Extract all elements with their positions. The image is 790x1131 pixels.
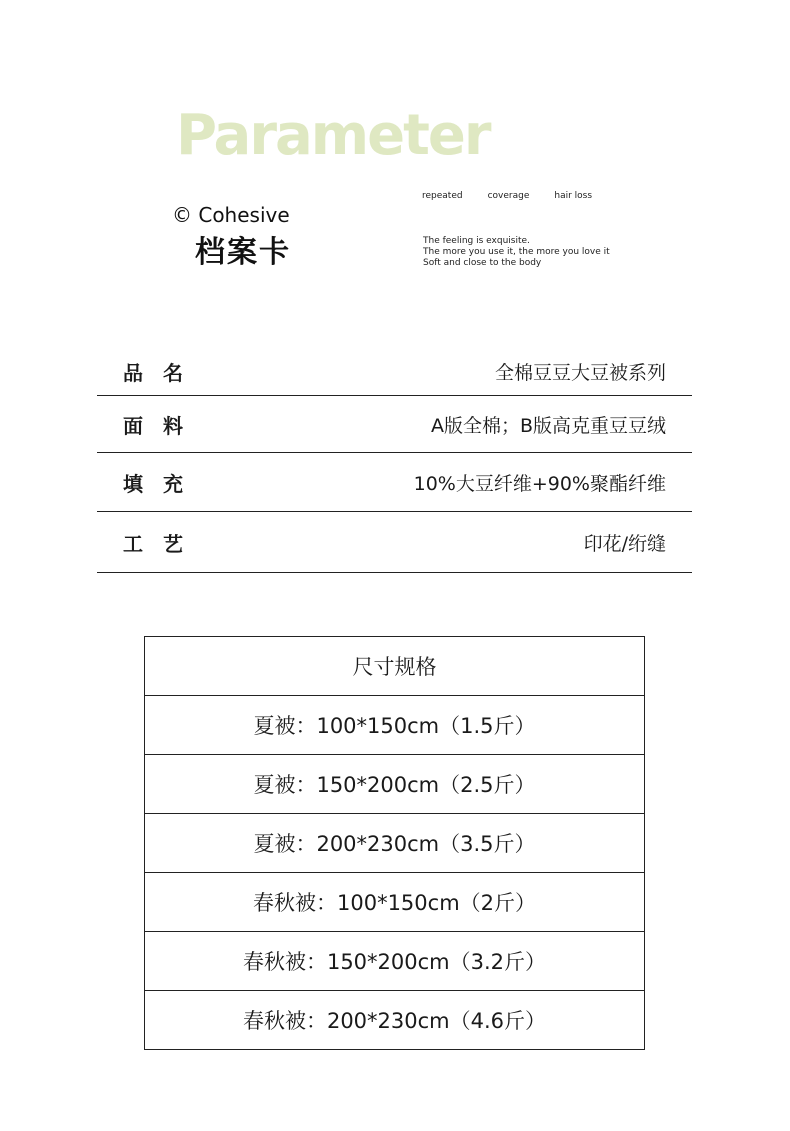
tag-item: hair loss (554, 191, 593, 201)
size-table-row: 春秋被：150*200cm（3.2斤） (145, 932, 644, 991)
param-label: 填充 (123, 471, 203, 496)
param-value: 全棉豆豆大豆被系列 (494, 361, 666, 384)
tag-item: coverage (487, 191, 530, 201)
param-row-craft (97, 512, 692, 573)
param-label: 面料 (123, 413, 203, 438)
size-table-row: 夏被：200*230cm（3.5斤） (145, 814, 644, 873)
size-table-row: 春秋被：200*230cm（4.6斤） (242, 1009, 547, 1033)
page-subtitle: 档案卡 (195, 235, 291, 270)
param-value: 印花/绗缝 (583, 532, 666, 555)
tagline-line: The feeling is exquisite. (423, 236, 530, 246)
size-table-row: 夏被：100*150cm（1.5斤） (145, 696, 644, 755)
size-table-row: 春秋被：100*150cm（2斤） (145, 873, 644, 932)
tagline (423, 236, 610, 269)
tag-item: repeated (422, 191, 463, 201)
param-label: 工艺 (123, 531, 203, 556)
brand-name: © Cohesive (172, 203, 290, 227)
param-row-fabric (97, 396, 692, 453)
param-row-name (97, 347, 692, 396)
size-table-row: 夏被：150*200cm（2.5斤） (145, 755, 644, 814)
param-label: 品名 (123, 360, 203, 385)
size-table-header: 尺寸规格 (145, 637, 644, 696)
tagline-line: The more you use it, the more you love it (423, 247, 610, 257)
size-table (144, 636, 645, 1050)
parameter-list (97, 347, 692, 573)
param-value: A版全棉；B版高克重豆豆绒 (430, 414, 666, 437)
param-row-filling (97, 453, 692, 512)
tag-list (422, 192, 617, 201)
param-value: 10%大豆纤维+90%聚酯纤维 (413, 472, 666, 495)
tagline-line: Soft and close to the body (423, 258, 542, 268)
page-title: Parameter (176, 103, 490, 168)
